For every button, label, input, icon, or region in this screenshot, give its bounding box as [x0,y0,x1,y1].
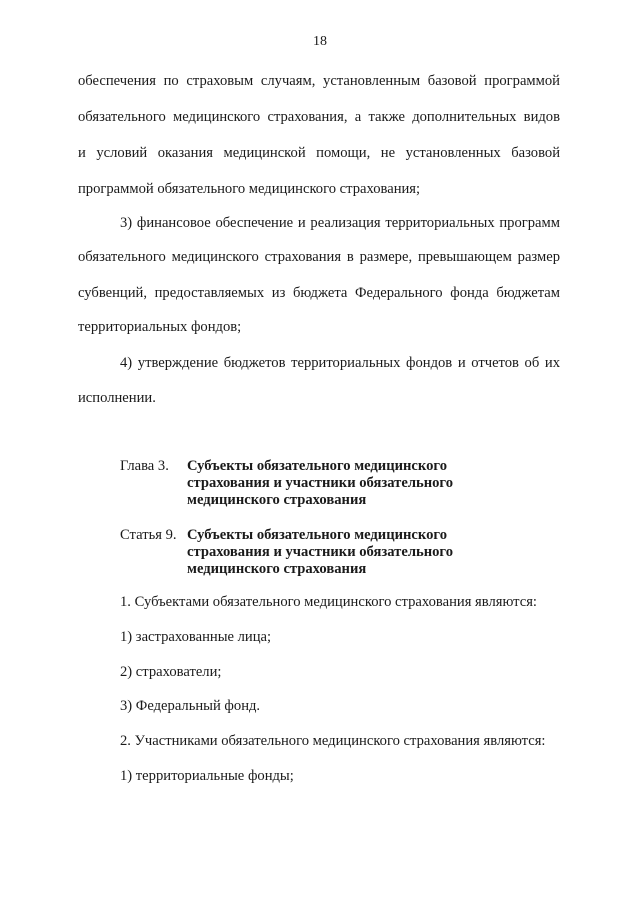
paragraph-3-line-1: 4) утверждение бюджетов территориальных фондов и отчетов об их [120,355,560,371]
paragraph-3-line-2: исполнении. [78,390,156,406]
chapter-title-line-3: медицинского страхования [187,492,367,508]
paragraph-2-line-3: субвенций, предоставляемых из бюджета Федерального фонда бюджетам [78,285,560,301]
article-title-line-1: Субъекты обязательного медицинского [187,527,447,543]
chapter-label: Глава 3. [120,458,169,474]
paragraph-1-line-1: обеспечения по страховым случаям, установленным базовой программой [78,73,560,89]
list-item: 1) застрахованные лица; [120,629,272,645]
chapter-title-line-1: Субъекты обязательного медицинского [187,458,447,474]
chapter-title-line-2: страхования и участники обязательного [187,475,453,491]
article-title-line-3: медицинского страхования [187,561,367,577]
list-item: 1) территориальные фонды; [120,768,294,784]
paragraph-2-line-4: территориальных фондов; [78,319,242,335]
list-item: 3) Федеральный фонд. [120,698,261,714]
page-number: 18 [313,34,327,49]
list-item: 2) страхователи; [120,664,222,680]
paragraph-1-line-2: обязательного медицинского страхования, а также дополнительных видов [78,109,560,125]
paragraph-1-line-4: программой обязательного медицинского страхования; [78,181,421,197]
article-label: Статья 9. [120,527,177,543]
paragraph-2-line-1: 3) финансовое обеспечение и реализация территориальных программ [120,215,560,231]
paragraph-2-line-2: обязательного медицинского страхования в размере, превышающем размер [78,249,560,265]
article-title-line-2: страхования и участники обязательного [187,544,453,560]
list-item: 2. Участниками обязательного медицинского страхования являются: [120,733,546,749]
list-item: 1. Субъектами обязательного медицинского страхования являются: [120,594,537,610]
paragraph-1-line-3: и условий оказания медицинской помощи, не установленных базовой [78,145,560,161]
